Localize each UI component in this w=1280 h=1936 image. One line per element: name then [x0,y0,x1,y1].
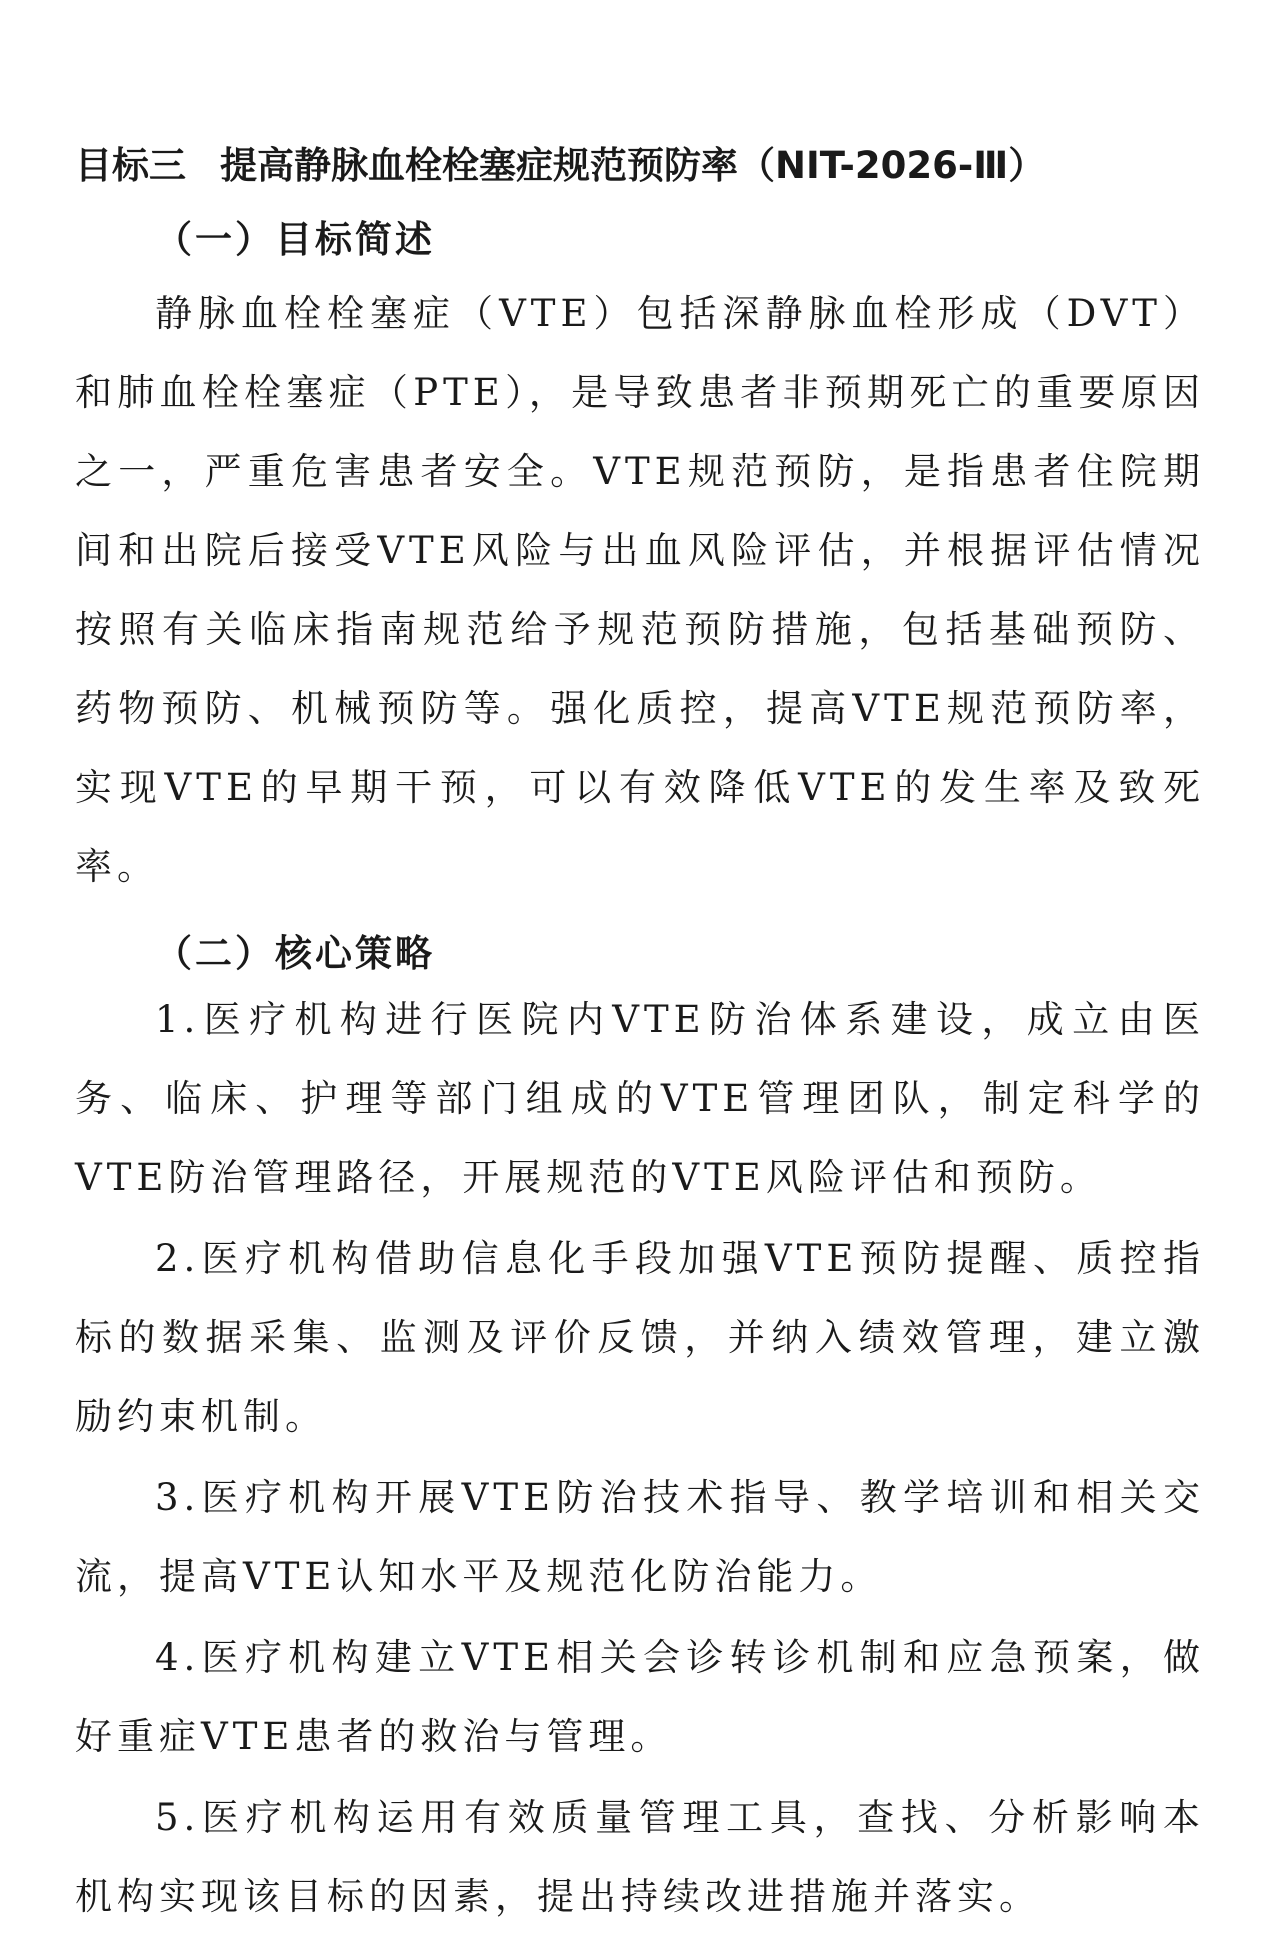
section-heading-strategy: （二）核心策略 [155,932,435,975]
goal-label: 目标三 [75,144,186,187]
goal-title-text: 提高静脉血栓栓塞症规范预防率（NIT-2026-Ⅲ） [220,144,1046,187]
section-heading-overview: （一）目标简述 [155,218,435,261]
strategy-item-1: 1.医疗机构进行医院内VTE防治体系建设，成立由医务、临床、护理等部门组成的VTE管理团队，制定科学的VTE防治管理路径，开展规范的VTE风险评估和预防。 [75,998,1205,1199]
document-page [75,140,1205,1936]
overview-paragraph: 静脉血栓栓塞症（VTE）包括深静脉血栓形成（DVT）和肺血栓栓塞症（PTE），是导致患者非预期死亡的重要原因之一，严重危害患者安全。VTE规范预防，是指患者住院期间和出院后接受VTE风险与出血风险评估，并根据评估情况按照有关临床指南规范给予规范预防措施，包括基础预防、药物预防、机械预防等。强化质控，提高VTE规范预防率，实现VTE的早期干预，可以有效降低VTE的发生率及致死率。 [75,292,1205,888]
goal-title [75,140,1205,192]
strategy-item-4: 4.医疗机构建立VTE相关会诊转诊机制和应急预案，做好重症VTE患者的救治与管理。 [75,1636,1205,1758]
strategy-item-3: 3.医疗机构开展VTE防治技术指导、教学培训和相关交流，提高VTE认知水平及规范化防治能力。 [75,1476,1205,1598]
strategy-item-2: 2.医疗机构借助信息化手段加强VTE预防提醒、质控指标的数据采集、监测及评价反馈，并纳入绩效管理，建立激励约束机制。 [75,1237,1205,1438]
strategy-item-5: 5.医疗机构运用有效质量管理工具，查找、分析影响本机构实现该目标的因素，提出持续改进措施并落实。 [75,1796,1205,1918]
